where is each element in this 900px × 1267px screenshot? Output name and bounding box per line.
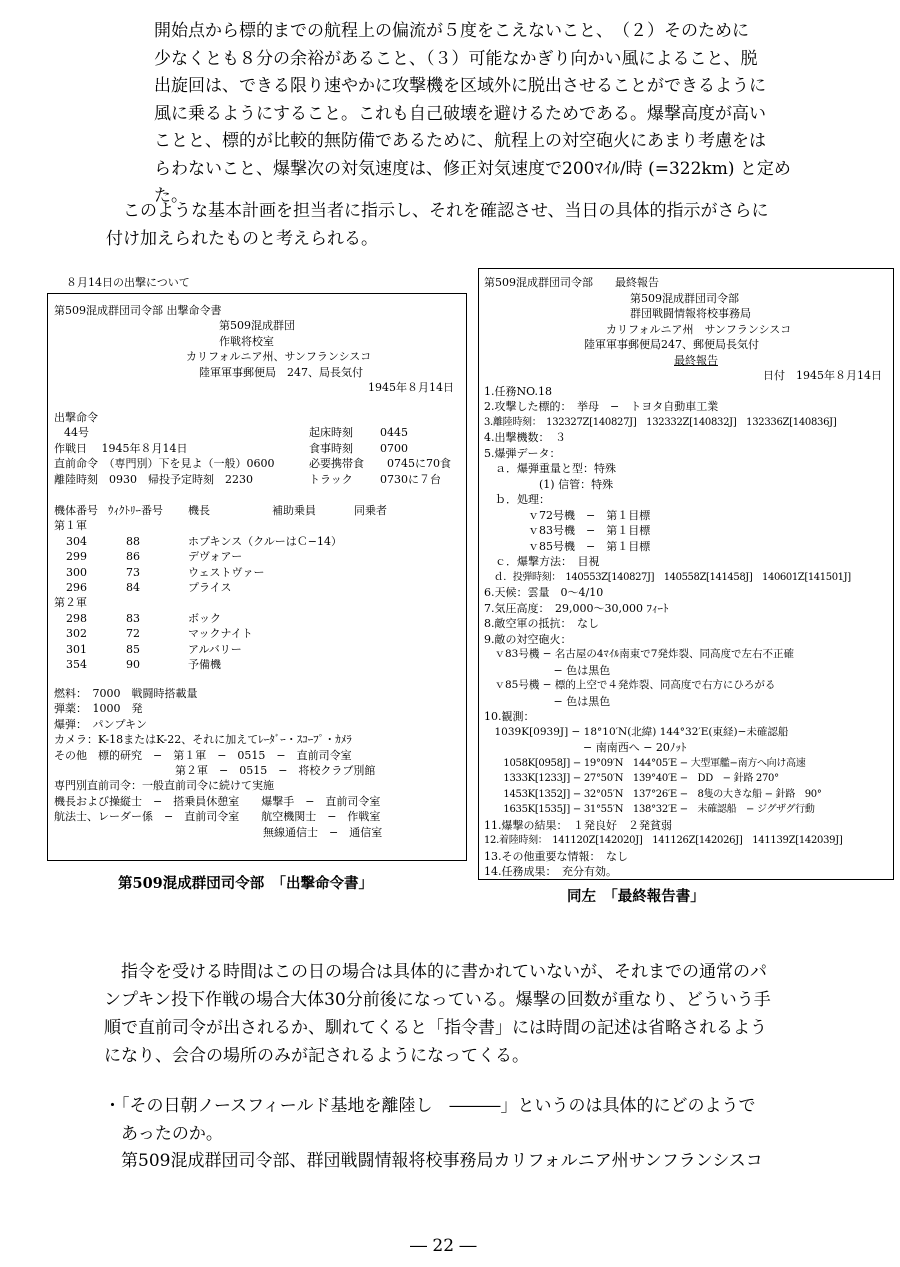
text-line: 第509混成群団司令部、群団戦闘情報将校事務局カリフォルニア州サンフランシスコ [104,1151,763,1171]
text-line: 出旋回は、できる限り速やかに攻撃機を区域外に脱出させることができるように [154,76,766,96]
report-line: ｃ．爆撃方法： 目視 [484,555,600,568]
order-label: 出撃命令 [54,411,98,424]
supply-line: 弾薬： 1000 発 [54,702,143,716]
report-line: 2.攻撃した標的： 挙母 − トヨタ自動車工業 [484,400,719,413]
right-doc-caption: 同左 「最終報告書」 [567,888,705,905]
doc-header-line: 第509混成群団 [219,319,295,333]
question-paragraph [104,1092,755,1148]
report-line: 7.気圧高度： 29,000〜30,000 ﾌｨｰﾄ [484,601,669,615]
table-row: ホプキンス（クルーはＣ−14） [188,534,343,548]
left-doc-caption: 第509混成群団司令部 「出撃命令書」 [118,875,374,892]
table-row: 302 [66,627,87,641]
report-line: − 南南西へ − 20ﾉｯﾄ [484,741,687,754]
sortie-order-content [54,303,462,395]
order-label: 直前命令 （専門別）下を見よ（一般）0600 [54,457,275,471]
text-line: た。 [154,186,188,206]
closing-line [104,1148,763,1176]
report-line: 1039K[0939J] − 18°10′N(北緯) 144°32′E(東経)−未確認船 [484,725,789,738]
table-row: 304 [66,534,87,548]
doc-date: 日付 1945年８月14日 [763,369,882,382]
table-header: 補助乗員 [272,504,316,517]
table-row: プライス [188,581,232,594]
text-line: 風に乗るようにすること。これも自己破壊を避けるためである。爆撃高度が高い [154,103,766,124]
text-line: あったのか。 [104,1124,223,1144]
doc-header-line: 陸軍軍事郵便局 247、局長気付 [199,365,363,379]
table-row: 83 [126,611,140,625]
text-line: 付け加えられたものと考えられる。 [106,228,378,249]
order-value: 0700 [380,441,408,455]
doc-header-line: カリフォルニア州 サンフランシスコ [606,322,792,336]
final-report-content [484,275,890,880]
table-row: 予備機 [188,658,221,671]
report-line: 6.天候：雲量 0〜4/10 [484,586,604,599]
table-row: 85 [126,642,140,656]
order-key: 必要携帯食 [309,457,364,471]
left-doc-heading: ８月14日の出撃について [66,276,190,289]
doc-header-line: 第509混成群団司令部 [630,291,739,305]
briefing-line: 機長および操縦士 − 搭乗員休憩室 爆撃手 − 直前司令室 [54,794,381,808]
order-key: 食事時刻 [309,441,353,455]
report-line: ｖ83号機 − 第１目標 [484,524,651,537]
text-line: になり、会合の場所のみが記されるようになってくる。 [104,1046,529,1066]
aircraft-table [54,503,462,673]
table-header: ｳｨｸﾄﾘｰ番号 [108,504,163,517]
order-label: 作戦日 1945年８月14日 [54,441,188,455]
supply-line: 爆弾： パンプキン [54,717,147,731]
report-line: 14.任務成果： 充分有効。 [484,865,617,878]
table-row: 73 [126,565,140,579]
group-label: 第１軍 [54,519,87,533]
report-line: (1) 信管：特殊 [484,477,614,491]
report-line: 11.爆撃の結果： １発良好 ２発貧弱 [484,818,672,832]
order-key: 起床時刻 [309,426,353,440]
report-line: − 色は黒色 [484,663,611,677]
table-row: 299 [66,550,87,564]
report-line: 12.着陸時刻： 141120Z[142020J] 141126Z[142026J] 141139Z[142039J] [484,835,843,846]
report-line: 1453K[1352J] − 32°05′N 137°26′E − 8隻の大きな船 − 針路 90° [484,788,822,800]
bottom-paragraph [104,958,771,1070]
doc-header-line: 第509混成群団司令部 最終報告 [484,276,659,289]
table-row: 298 [66,611,87,625]
report-line: ｖ72号機 − 第１目標 [484,508,651,522]
briefing-line: 専門別直前司令：一般直前司令に続けて実施 [54,779,274,793]
report-line: 3.離陸時刻： 132327Z[140827J] 132332Z[140832J] 132336Z[140836J] [484,416,837,428]
report-line: 9.敵の対空砲火： [484,632,572,646]
table-header: 同乗者 [354,504,387,517]
briefing-line: 航法士、レーダー係 − 直前司令室 航空機関士 − 作戦室 [54,810,381,824]
table-row: アルバリー [188,642,242,656]
doc-header-line: 作戦将校室 [219,334,274,348]
table-row: ウェストヴァー [188,565,265,579]
table-row: 296 [66,581,87,594]
group-label: 第２軍 [54,596,87,610]
intro-paragraph [106,198,769,253]
text-line: らわないこと、爆撃次の対気速度は、修正対気速度で200ﾏｲﾙ/時 (=322km) と定め [154,158,791,179]
order-value: 0730に７台 [380,472,441,486]
page-number: ― 22 ― [410,1236,477,1256]
table-row: マックナイト [188,627,253,641]
report-line: 10.観測： [484,710,535,723]
doc-header-line: 陸軍軍事郵便局247、郵便局長気付 [584,338,759,351]
text-line: ことと、標的が比較的無防備であるために、航程上の対空砲火にあまり考慮をは [154,131,766,151]
order-value: 0745に70食 [387,457,451,471]
report-line: ｖ85号機 − 第１目標 [484,539,651,553]
report-line: 5.爆弾データ： [484,446,561,460]
table-row: 354 [66,658,87,671]
text-line: 開始点から標的までの航程上の偏流が５度をこえないこと、 （２）そのために [154,21,749,41]
table-row: 84 [126,581,140,594]
doc-header-line: 第509混成群団司令部 出撃命令書 [54,304,222,317]
report-line: 1333K[1233J] − 27°50′N 139°40′E − DD − 針路 270° [484,773,779,784]
order-value: 0445 [380,426,408,440]
report-line: 8.敵空軍の抵抗： なし [484,617,599,630]
report-line: ｖ83号機 − 名古屋の4ﾏｲﾙ南東で7発炸裂、同高度で左右不正確 [484,648,794,660]
doc-title: 最終報告 [674,353,718,367]
table-row: ボック [188,611,221,625]
supply-line: その他 標的研究 − 第１軍 − 0515 − 直前司令室 [54,748,352,762]
report-line: ｖ85号機 − 標的上空で４発炸裂、同高度で右方にひろがる [484,679,776,691]
order-label: 離陸時刻 0930 帰投予定時刻 2230 [54,472,253,486]
table-row: 88 [126,534,140,548]
table-row: 301 [66,642,87,656]
report-line: 4.出撃機数： ３ [484,431,566,444]
report-line: 1.任務NO.18 [484,384,552,398]
table-row: 72 [126,627,140,641]
table-header: 機体番号 [54,504,98,517]
report-line: − 色は黒色 [484,694,611,708]
report-line: ｂ．処理： [484,493,550,506]
order-key: トラック [309,472,353,486]
doc-header-line: 群団戦闘情報将校事務局 [630,307,751,320]
report-line: 1058K[0958J] − 19°09′N 144°05′E − 大型軍艦−南方へ向け高速 [484,757,806,769]
order-label: 44号 [64,426,89,440]
text-line: このような基本計画を担当者に指示し、それを確認させ、当日の具体的指示がさらに [106,201,769,221]
report-line: 1635K[1535J] − 31°55′N 138°32′E − 未確認船 − ジグザグ行動 [484,804,815,815]
supply-line: 燃料： 7000 戦闘時搭載量 [54,687,198,700]
text-line: 少なくとも８分の余裕があること、（３）可能なかぎり向かい風によること、脱 [154,48,758,69]
supply-line: カメラ：K-18またはK-22、それに加えてﾚｰﾀﾞｰ・ｽｺｰﾌﾟ・ｶﾒﾗ [54,733,352,747]
doc-header-line: カリフォルニア州、サンフランシスコ [186,350,372,364]
supply-section [54,686,462,840]
table-row: 90 [126,658,140,671]
text-line: 指令を受ける時間はこの日の場合は具体的に書かれていないが、それまでの通常のパ [104,962,767,982]
doc-date: 1945年８月14日 [368,380,454,394]
order-details [54,410,462,490]
table-row: 86 [126,550,140,564]
text-line: ンプキン投下作戦の場合大体30分前後になっている。爆撃の回数が重なり、どういう手 [104,990,771,1010]
briefing-line: 無線通信士 − 通信室 [54,825,383,839]
table-row: 300 [66,565,87,579]
supply-line: 第２軍 − 0515 − 将校クラブ別館 [54,763,376,777]
report-line: ａ．爆弾重量と型：特殊 [484,462,616,475]
table-header: 機長 [188,504,210,517]
text-line: 順で直前司令が出されるか、馴れてくると「指令書」には時間の記述は省略されるよう [104,1018,767,1038]
report-line: 13.その他重要な情報： なし [484,849,628,863]
table-row: デヴォアー [188,550,243,564]
top-paragraph [154,18,791,211]
text-line: ・「その日朝ノースフィールド基地を離陸し ―――」というのは具体的にどのようで [104,1096,756,1116]
report-line: ｄ．投弾時刻： 140553Z[140827J] 140558Z[141458J] 140601Z[141501J] [484,571,851,583]
